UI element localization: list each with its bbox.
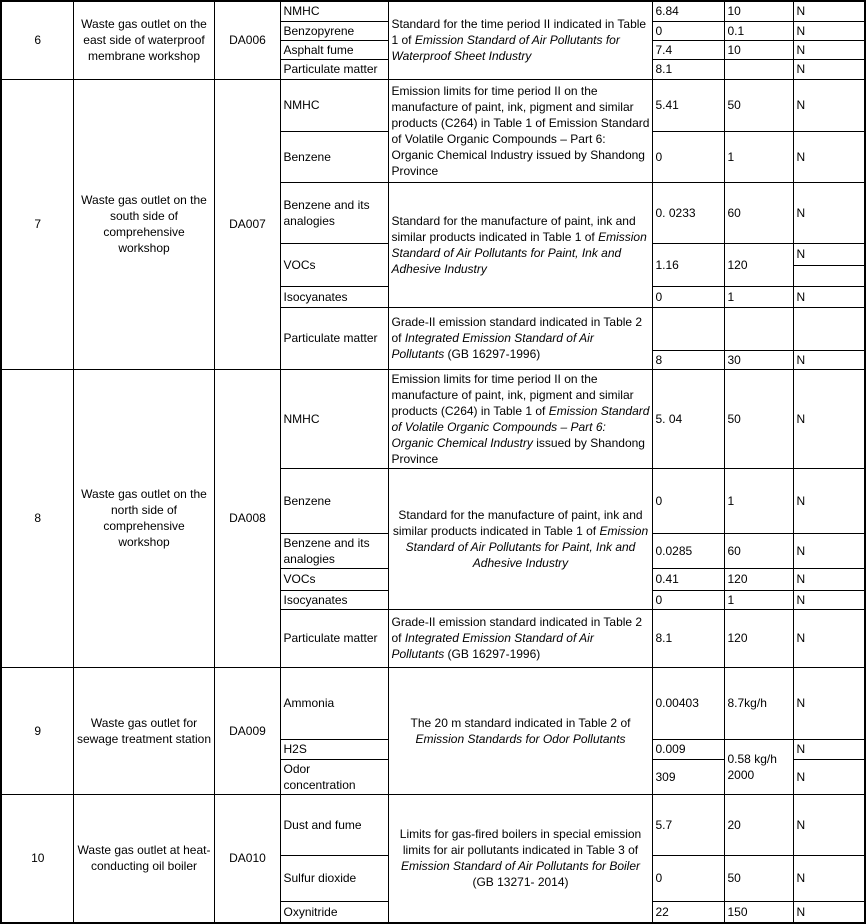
cell-text: Isocyanates <box>283 289 348 304</box>
cell-limit <box>724 901 793 923</box>
cell-text: Waste gas outlet at heat-conducting oil boiler <box>77 843 211 874</box>
cell-pollutant <box>280 609 388 667</box>
cell-no <box>1 667 73 794</box>
cell-limit <box>724 794 793 855</box>
cell-limit <box>724 21 793 40</box>
cell-limit <box>724 1 793 21</box>
cell-text: N <box>796 904 806 919</box>
cell-text: N <box>796 62 806 76</box>
cell-value <box>652 243 724 286</box>
cell-text: N <box>796 769 806 784</box>
cell-text: 7 <box>34 217 42 231</box>
cell-text: Odor concentration <box>283 761 356 792</box>
cell-limit <box>724 350 793 369</box>
cell-limit <box>724 131 793 182</box>
cell-flag <box>793 609 865 667</box>
cell-text: 6.84 <box>655 4 679 19</box>
cell-text: Particulate matter <box>283 631 378 645</box>
cell-value <box>652 21 724 40</box>
cell-text: 0. 0233 <box>655 205 696 220</box>
cell-text: Waste gas outlet on the south side of comprehensive workshop <box>81 193 207 255</box>
cell-value <box>652 40 724 59</box>
cell-text: Asphalt fume <box>283 42 354 57</box>
cell-text: 8.7kg/h <box>727 696 767 710</box>
cell-text: 30 <box>727 352 741 367</box>
cell-limit <box>724 568 793 590</box>
cell-value <box>652 568 724 590</box>
cell-text: 60 <box>727 205 741 220</box>
cell-text: 0.41 <box>655 572 679 586</box>
cell-pollutant <box>280 40 388 59</box>
cell-text: Waste gas outlet on the north side of comprehensive workshop <box>81 487 207 549</box>
cell-text: 0 <box>655 23 663 38</box>
cell-text: N <box>796 631 806 645</box>
cell-text: N <box>796 871 806 885</box>
cell-text-italic: Emission Standards for Odor Pollutants <box>415 731 626 746</box>
cell-text: N <box>796 543 806 558</box>
cell-text: H2S <box>283 742 307 756</box>
cell-pollutant <box>280 759 388 794</box>
cell-standard <box>388 794 652 923</box>
cell-text: N <box>796 4 806 19</box>
cell-text: Particulate matter <box>283 62 378 76</box>
cell-limit <box>724 590 793 609</box>
cell-text: Particulate matter <box>283 331 378 345</box>
cell-text: Emission limits for time period II on the manufacture of paint, ink, pigment and similar products (C264) in Table 1 of Emission Standard of Volatile Organic Compounds – Part 6: Organic Chemical Industry issued by Shandong Province <box>391 83 650 178</box>
cell-pollutant <box>280 568 388 590</box>
cell-text: 1.16 <box>655 257 679 272</box>
cell-limit <box>724 79 793 131</box>
cell-flag <box>793 182 865 243</box>
cell-outlet <box>73 369 214 667</box>
cell-pollutant <box>280 590 388 609</box>
cell-value <box>652 1 724 21</box>
cell-text: 10 <box>31 851 45 866</box>
cell-text: 309 <box>655 769 676 784</box>
cell-text: 1 <box>727 592 735 607</box>
cell-pollutant <box>280 243 388 286</box>
cell-text: 150 <box>727 904 748 919</box>
cell-text: (GB 16297-1996) <box>444 347 541 361</box>
cell-value <box>652 901 724 923</box>
cell-text: DA006 <box>229 33 266 48</box>
cell-text: Isocyanates <box>283 592 348 607</box>
cell-text: N <box>796 98 806 112</box>
cell-text: 8.1 <box>655 62 673 76</box>
cell-text: N <box>796 42 806 57</box>
cell-text: 60 <box>727 543 741 558</box>
cell-text: 0.1 <box>727 23 745 38</box>
cell-value <box>652 590 724 609</box>
cell-flag <box>793 1 865 21</box>
cell-text: N <box>796 817 806 832</box>
cell-text: Oxynitride <box>283 904 338 919</box>
cell-text: 0.58 kg/h 2000 <box>727 751 777 782</box>
cell-flag <box>793 307 865 350</box>
cell-standard <box>388 369 652 468</box>
cell-text: Grade-II emission standard indicated in Table 2 of <box>391 315 643 345</box>
cell-code <box>214 667 280 794</box>
cell-text: The 20 m standard indicated in Table 2 of <box>410 715 631 730</box>
cell-standard <box>388 307 652 369</box>
cell-flag <box>793 590 865 609</box>
cell-text: NMHC <box>283 411 320 426</box>
cell-limit <box>724 40 793 59</box>
cell-text: Benzene and its analogies <box>283 535 370 566</box>
cell-text: Grade-II emission standard indicated in Table 2 of <box>391 615 643 645</box>
cell-limit <box>724 667 793 739</box>
cell-text: N <box>796 493 806 508</box>
cell-pollutant <box>280 286 388 307</box>
cell-limit <box>724 855 793 901</box>
cell-flag <box>793 855 865 901</box>
cell-pollutant <box>280 855 388 901</box>
cell-text: DA009 <box>229 723 266 738</box>
table-row <box>1 369 865 468</box>
cell-value <box>652 307 724 350</box>
cell-standard <box>388 1 652 79</box>
cell-flag <box>793 568 865 590</box>
cell-text: (GB 16297-1996) <box>444 647 541 661</box>
cell-pollutant <box>280 182 388 243</box>
cell-text: N <box>796 742 806 756</box>
cell-text: NMHC <box>283 4 320 19</box>
cell-pollutant <box>280 468 388 533</box>
cell-text: N <box>796 247 806 261</box>
cell-text: 10 <box>727 4 741 19</box>
cell-flag <box>793 794 865 855</box>
cell-flag <box>793 533 865 568</box>
table-row <box>1 667 865 739</box>
cell-outlet <box>73 1 214 79</box>
cell-flag <box>793 40 865 59</box>
cell-text-italic: Integrated Emission Standard of Air Pollutants <box>391 331 594 361</box>
cell-text-italic: Emission Standard of Air Pollutants for Boiler <box>401 859 640 874</box>
cell-flag <box>793 350 865 369</box>
cell-limit <box>724 243 793 286</box>
cell-text: 8 <box>655 352 663 367</box>
cell-text: Waste gas outlet for sewage treatment station <box>76 715 212 746</box>
cell-outlet <box>73 79 214 369</box>
table-row <box>1 794 865 855</box>
cell-standard <box>388 609 652 667</box>
cell-text: 120 <box>727 257 748 272</box>
cell-limit <box>724 533 793 568</box>
cell-text: 8.1 <box>655 631 673 645</box>
cell-limit <box>724 59 793 79</box>
cell-pollutant <box>280 21 388 40</box>
cell-text: Benzene and its analogies <box>283 197 370 228</box>
cell-text: Ammonia <box>283 696 335 710</box>
cell-standard <box>388 468 652 609</box>
table-body <box>1 1 865 923</box>
cell-pollutant <box>280 901 388 923</box>
cell-text: Standard for the manufacture of paint, ink and similar products indicated in Table 1 of <box>391 213 636 244</box>
cell-pollutant <box>280 369 388 468</box>
cell-text: N <box>796 149 806 164</box>
cell-text: DA010 <box>229 851 266 866</box>
cell-flag <box>793 901 865 923</box>
table-row <box>1 1 865 21</box>
cell-text: 1 <box>727 289 735 304</box>
cell-limit <box>724 739 793 794</box>
cell-text: N <box>796 572 806 586</box>
cell-text: Dust and fume <box>283 817 362 832</box>
cell-value <box>652 59 724 79</box>
cell-limit <box>724 286 793 307</box>
cell-code <box>214 369 280 667</box>
cell-pollutant <box>280 533 388 568</box>
cell-text: 6 <box>34 33 42 48</box>
cell-no <box>1 794 73 923</box>
cell-text: 5.41 <box>655 98 679 112</box>
cell-standard <box>388 182 652 307</box>
cell-text: 0 <box>655 149 663 164</box>
cell-flag <box>793 59 865 79</box>
cell-text: Emission limits for time period II on the manufacture of paint, ink, pigment and similar products (C264) in Table 1 of <box>391 371 634 418</box>
cell-text: N <box>796 411 806 426</box>
cell-text: Waste gas outlet on the east side of waterproof membrane workshop <box>81 17 207 64</box>
cell-limit <box>724 307 793 350</box>
cell-text: 0 <box>655 493 663 508</box>
cell-text-italic: Emission Standard of Air Pollutants for Paint, Ink and Adhesive Industry <box>391 229 647 276</box>
cell-code <box>214 794 280 923</box>
cell-value <box>652 468 724 533</box>
cell-text: 5. 04 <box>655 411 683 426</box>
cell-value <box>652 667 724 739</box>
cell-text: 1 <box>727 149 735 164</box>
cell-text: Benzene <box>283 493 331 508</box>
cell-text: (GB 13271- 2014) <box>472 875 569 890</box>
cell-text: N <box>796 23 806 38</box>
cell-text: 10 <box>727 42 741 57</box>
cell-flag <box>793 21 865 40</box>
cell-standard <box>388 667 652 794</box>
cell-pollutant <box>280 667 388 739</box>
cell-text: 8 <box>34 511 42 525</box>
cell-outlet <box>73 667 214 794</box>
cell-text: VOCs <box>283 257 316 272</box>
cell-text: 0 <box>655 289 663 304</box>
cell-text: Standard for the manufacture of paint, ink and similar products indicated in Table 1 of <box>392 507 643 538</box>
cell-text: issued by Shandong Province <box>391 435 645 466</box>
cell-text: 0 <box>655 592 663 607</box>
cell-pollutant <box>280 59 388 79</box>
cell-text: 22 <box>655 904 669 919</box>
cell-text: 120 <box>727 631 748 645</box>
cell-text-italic: Integrated Emission Standard of Air Pollutants <box>391 631 594 661</box>
cell-limit <box>724 369 793 468</box>
cell-value <box>652 855 724 901</box>
cell-text: Benzene <box>283 149 331 164</box>
cell-standard <box>388 79 652 182</box>
cell-text: 50 <box>727 98 741 112</box>
cell-value <box>652 609 724 667</box>
cell-value <box>652 131 724 182</box>
cell-text: N <box>796 592 806 607</box>
cell-flag <box>793 667 865 739</box>
cell-pollutant <box>280 307 388 369</box>
cell-text: 0.00403 <box>655 696 699 710</box>
cell-text: 20 <box>727 817 741 832</box>
cell-value <box>652 533 724 568</box>
cell-flag <box>793 265 865 286</box>
cell-pollutant <box>280 131 388 182</box>
cell-text: 50 <box>727 411 741 426</box>
cell-text: VOCs <box>283 572 316 586</box>
cell-limit <box>724 182 793 243</box>
cell-code <box>214 79 280 369</box>
cell-pollutant <box>280 739 388 759</box>
cell-code <box>214 1 280 79</box>
cell-text-italic: Emission Standard of Volatile Organic Compounds – Part 6: Organic Chemical Industry <box>391 403 650 450</box>
cell-text: N <box>796 205 806 220</box>
cell-pollutant <box>280 794 388 855</box>
cell-limit <box>724 609 793 667</box>
cell-flag <box>793 243 865 265</box>
cell-value <box>652 182 724 243</box>
cell-flag <box>793 468 865 533</box>
cell-text: Standard for the time period II indicated in Table 1 of <box>391 17 647 48</box>
cell-text-italic: Emission Standard of Air Pollutants for Paint, Ink and Adhesive Industry <box>405 523 649 570</box>
cell-text: 0.009 <box>655 742 686 756</box>
cell-no <box>1 369 73 667</box>
cell-value <box>652 369 724 468</box>
cell-text: DA008 <box>229 511 266 525</box>
cell-flag <box>793 131 865 182</box>
cell-text: 0 <box>655 871 663 885</box>
cell-value <box>652 794 724 855</box>
cell-text: 9 <box>34 723 42 738</box>
cell-text-italic: Emission Standard of Air Pollutants for Waterproof Sheet Industry <box>391 33 620 64</box>
cell-no <box>1 79 73 369</box>
cell-flag <box>793 79 865 131</box>
cell-text: 7.4 <box>655 42 673 57</box>
cell-flag <box>793 369 865 468</box>
cell-text: 1 <box>727 493 735 508</box>
cell-text: Sulfur dioxide <box>283 871 357 885</box>
cell-pollutant <box>280 1 388 21</box>
cell-text: N <box>796 352 806 367</box>
cell-value <box>652 286 724 307</box>
cell-flag <box>793 759 865 794</box>
cell-value <box>652 739 724 759</box>
cell-flag <box>793 739 865 759</box>
cell-pollutant <box>280 79 388 131</box>
cell-text: NMHC <box>283 98 320 112</box>
cell-text: N <box>796 289 806 304</box>
cell-limit <box>724 468 793 533</box>
cell-text: 0.0285 <box>655 543 693 558</box>
table-row <box>1 79 865 131</box>
cell-text: Benzopyrene <box>283 23 355 38</box>
cell-text: 50 <box>727 871 741 885</box>
cell-value <box>652 79 724 131</box>
cell-text: DA007 <box>229 217 266 231</box>
cell-text: Limits for gas-fired boilers in special emission limits for air pollutants indicated in Table 3 of <box>399 827 642 858</box>
cell-text: 120 <box>727 572 748 586</box>
cell-outlet <box>73 794 214 923</box>
cell-value <box>652 759 724 794</box>
cell-text: N <box>796 696 806 710</box>
cell-flag <box>793 286 865 307</box>
cell-text: 5.7 <box>655 817 673 832</box>
cell-no <box>1 1 73 79</box>
cell-value <box>652 350 724 369</box>
